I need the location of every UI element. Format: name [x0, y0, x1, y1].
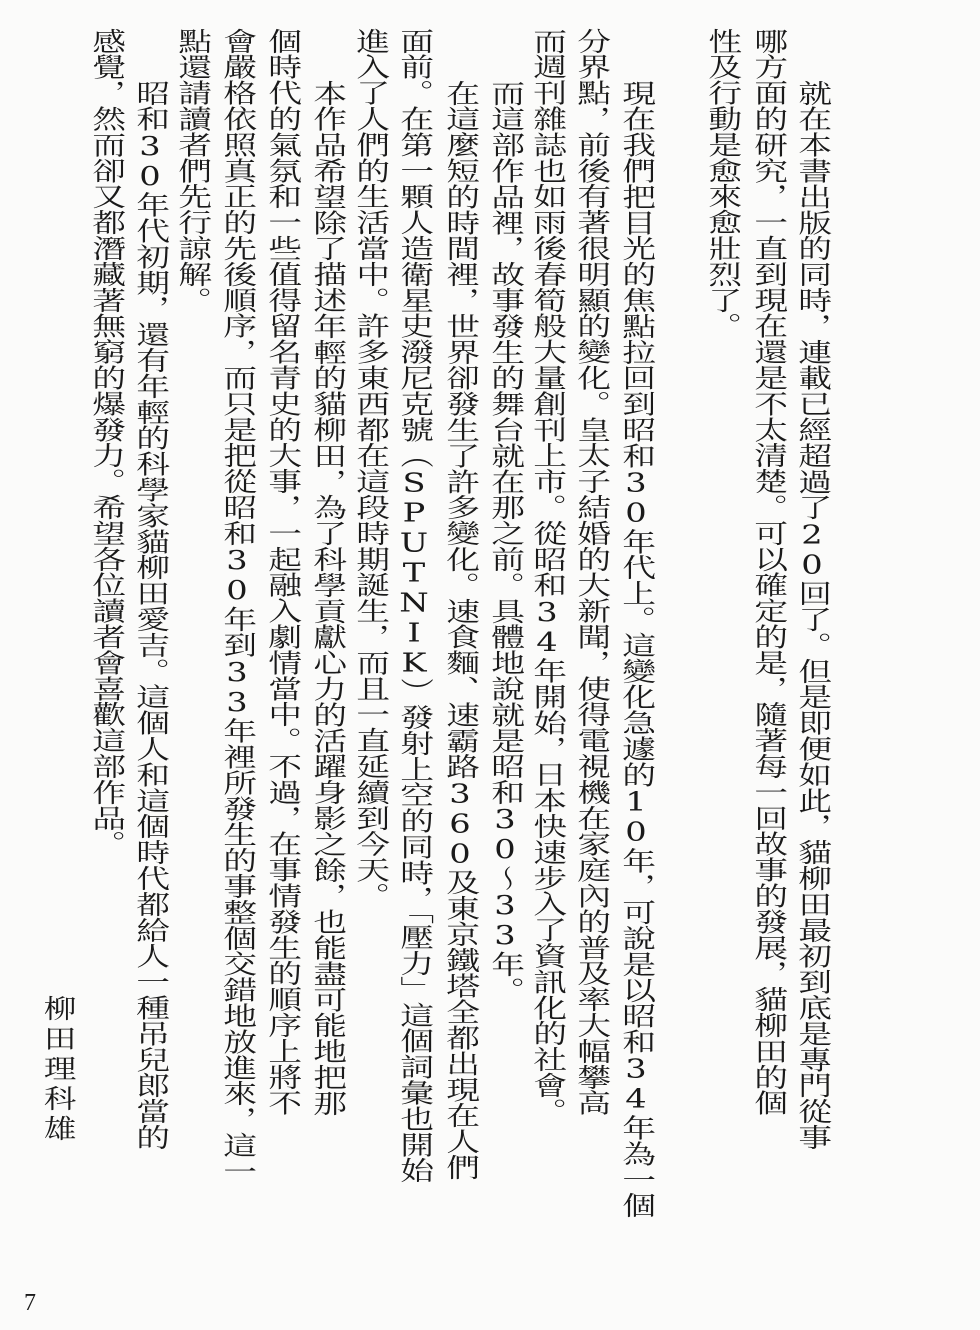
text-column: 就在本書出版的同時，連載已經超過了20回了。但是即便如此，貓柳田最初到底是專門從事: [792, 80, 832, 1151]
text-column: 哪方面的研究，一直到現在還是不太清楚。可以確定的是，隨著每一回故事的發展，貓柳田的個: [748, 28, 788, 1116]
text-column: 分界點，前後有著很明顯的變化。皇太子結婚的大新聞，使得電視機在家庭內的普及率大幅攀高: [571, 28, 611, 1116]
text-column: 性及行動是愈來愈壯烈了。: [702, 28, 742, 339]
text-column: 個時代的氣氛和一些值得留名青史的大事，一起融入劇情當中。不過，在事情發生的順序上將不: [262, 28, 302, 1116]
text-column: 會嚴格依照真正的先後順序，而只是把從昭和30年到33年裡所發生的事整個交錯地放進來，這一: [217, 28, 257, 1184]
text-column: 點還請讀者們先行諒解。: [172, 28, 212, 313]
text-column: 現在我們把目光的焦點拉回到昭和30年代上。這變化急遽的10年，可說是以昭和34年為一個: [616, 80, 656, 1219]
text-column: 感覺，然而卻又都潛藏著無窮的爆發力。希望各位讀者會喜歡這部作品。: [86, 28, 126, 857]
text-column: 昭和30年代初期，還有年輕的科學家貓柳田愛吉。這個人和這個時代都給人一種吊兒郎當的: [130, 80, 170, 1151]
text-column: 在這麼短的時間裡，世界卻發生了許多變化。速食麵、速霸路360及東京鐵塔全都出現在人們: [440, 80, 480, 1181]
text-column: 本作品希望除了描述年輕的貓柳田，為了科學貢獻心力的活躍身影之餘，也能盡可能地把那: [307, 80, 347, 1116]
text-column: 而這部作品裡，故事發生的舞台就在那之前。具體地說就是昭和30～33年。: [485, 80, 525, 1003]
page-number: 7: [24, 1290, 36, 1316]
author-signature: 柳田理科雄: [38, 995, 76, 1145]
text-column: 面前。在第一顆人造衛星史潑尼克號（SPUTNIK）發射上空的同時，「壓力」這個詞彙也開始: [394, 28, 434, 1184]
text-column: 而週刊雜誌也如雨後春筍般大量創刊上市。從昭和34年開始，日本快速步入了資訊化的社會。: [527, 28, 567, 1124]
text-column: 進入了人們的生活當中。許多東西都在這段時期誕生，而且一直延續到今天。: [350, 28, 390, 909]
